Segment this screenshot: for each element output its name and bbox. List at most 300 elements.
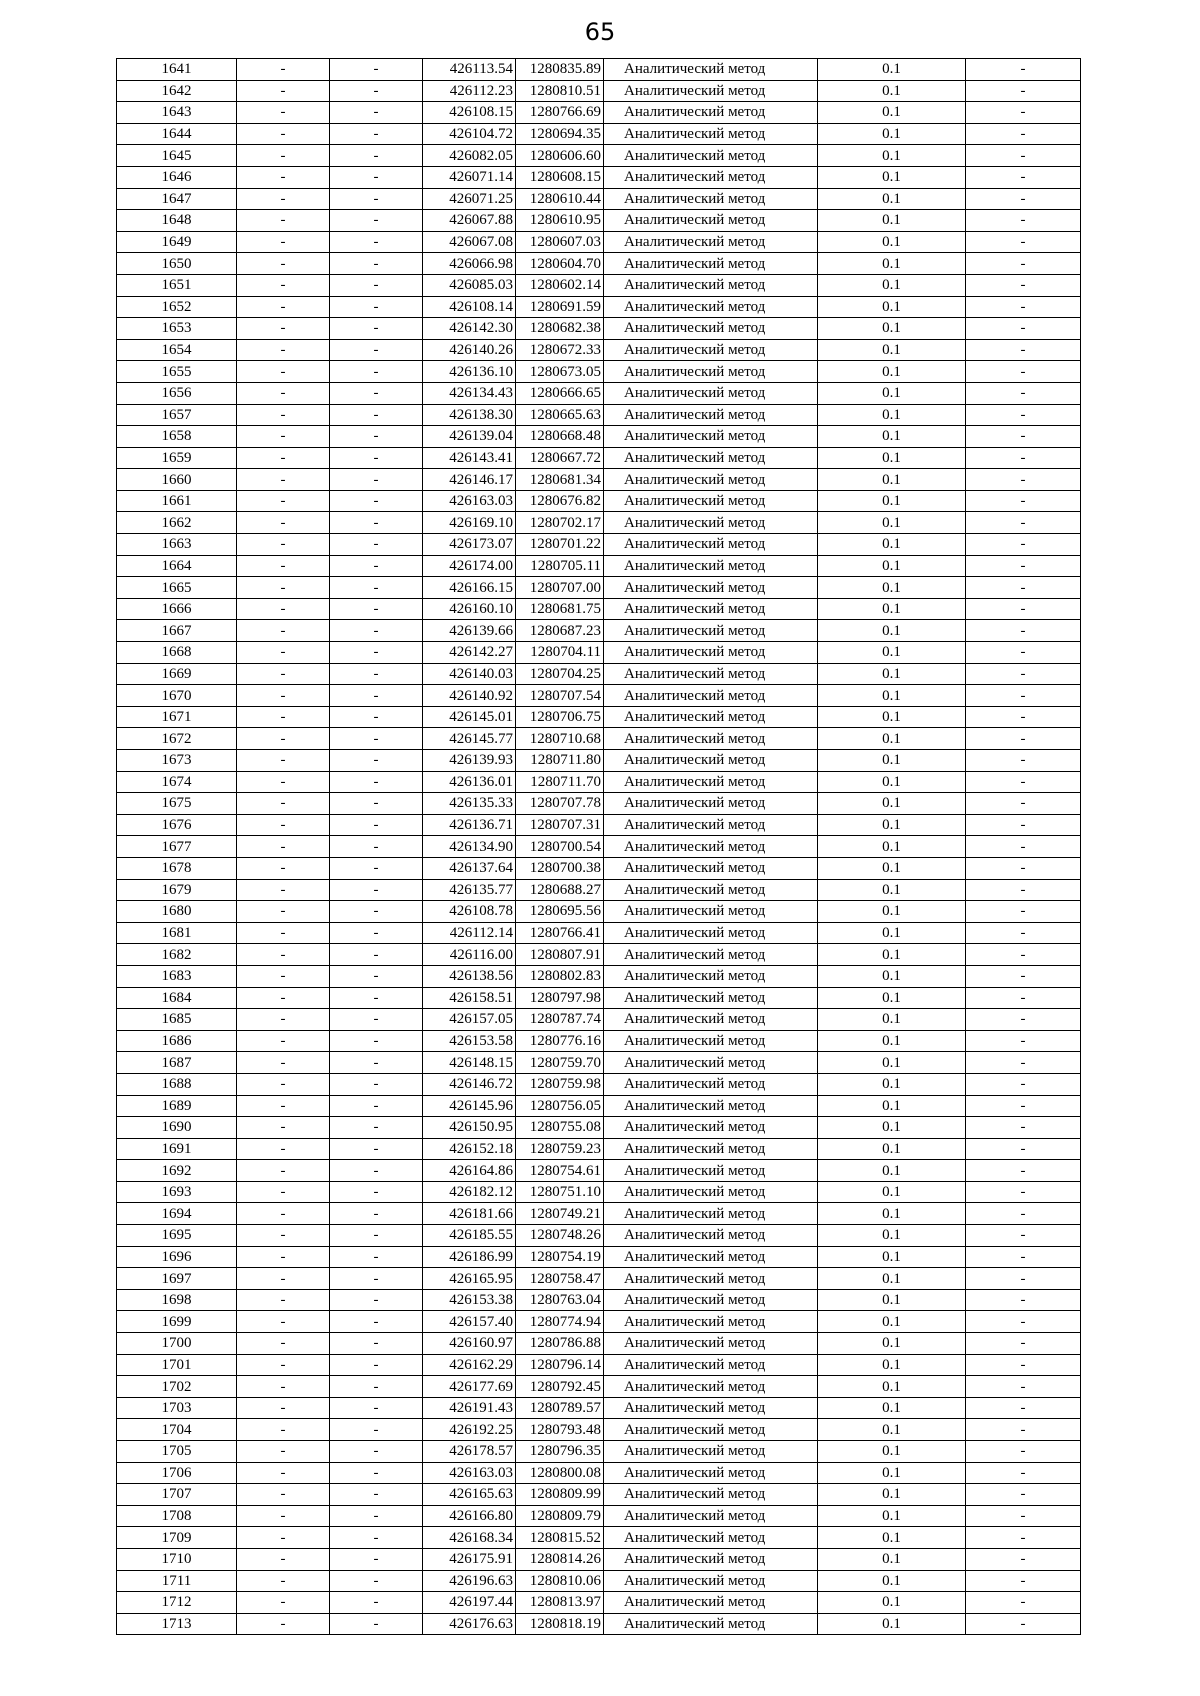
x-coordinate-cell: 426153.38 <box>423 1289 516 1311</box>
empty-y-cell: - <box>330 1548 423 1570</box>
method-cell: Аналитический метод <box>604 1138 818 1160</box>
y-coordinate-cell: 1280667.72 <box>516 447 604 469</box>
method-cell: Аналитический метод <box>604 166 818 188</box>
x-coordinate-cell: 426163.03 <box>423 490 516 512</box>
note-cell: - <box>966 1160 1081 1182</box>
accuracy-cell: 0.1 <box>818 1484 966 1506</box>
table-row <box>117 965 1081 987</box>
note-cell: - <box>966 750 1081 772</box>
empty-x-cell: - <box>237 210 330 232</box>
empty-y-cell: - <box>330 188 423 210</box>
method-cell: Аналитический метод <box>604 188 818 210</box>
empty-x-cell: - <box>237 1181 330 1203</box>
note-cell: - <box>966 836 1081 858</box>
note-cell: - <box>966 1052 1081 1074</box>
accuracy-cell: 0.1 <box>818 166 966 188</box>
point-number-cell: 1671 <box>117 706 237 728</box>
point-number-cell: 1680 <box>117 901 237 923</box>
empty-x-cell: - <box>237 685 330 707</box>
method-cell: Аналитический метод <box>604 1181 818 1203</box>
accuracy-cell: 0.1 <box>818 577 966 599</box>
y-coordinate-cell: 1280789.57 <box>516 1397 604 1419</box>
note-cell: - <box>966 447 1081 469</box>
method-cell: Аналитический метод <box>604 1570 818 1592</box>
empty-x-cell: - <box>237 1052 330 1074</box>
y-coordinate-cell: 1280809.79 <box>516 1505 604 1527</box>
y-coordinate-cell: 1280802.83 <box>516 965 604 987</box>
x-coordinate-cell: 426142.30 <box>423 318 516 340</box>
table-row <box>117 1613 1081 1635</box>
accuracy-cell: 0.1 <box>818 490 966 512</box>
method-cell: Аналитический метод <box>604 1462 818 1484</box>
y-coordinate-cell: 1280793.48 <box>516 1419 604 1441</box>
accuracy-cell: 0.1 <box>818 1311 966 1333</box>
point-number-cell: 1669 <box>117 663 237 685</box>
table-row <box>117 685 1081 707</box>
empty-y-cell: - <box>330 1289 423 1311</box>
table-row <box>117 102 1081 124</box>
point-number-cell: 1711 <box>117 1570 237 1592</box>
y-coordinate-cell: 1280700.54 <box>516 836 604 858</box>
note-cell: - <box>966 879 1081 901</box>
accuracy-cell: 0.1 <box>818 210 966 232</box>
y-coordinate-cell: 1280681.34 <box>516 469 604 491</box>
accuracy-cell: 0.1 <box>818 1548 966 1570</box>
empty-y-cell: - <box>330 706 423 728</box>
y-coordinate-cell: 1280666.65 <box>516 382 604 404</box>
method-cell: Аналитический метод <box>604 642 818 664</box>
table-row <box>117 1225 1081 1247</box>
empty-x-cell: - <box>237 1225 330 1247</box>
empty-y-cell: - <box>330 814 423 836</box>
empty-x-cell: - <box>237 857 330 879</box>
accuracy-cell: 0.1 <box>818 555 966 577</box>
empty-x-cell: - <box>237 944 330 966</box>
point-number-cell: 1687 <box>117 1052 237 1074</box>
method-cell: Аналитический метод <box>604 1376 818 1398</box>
empty-y-cell: - <box>330 598 423 620</box>
y-coordinate-cell: 1280682.38 <box>516 318 604 340</box>
y-coordinate-cell: 1280707.54 <box>516 685 604 707</box>
method-cell: Аналитический метод <box>604 123 818 145</box>
empty-y-cell: - <box>330 1397 423 1419</box>
y-coordinate-cell: 1280710.68 <box>516 728 604 750</box>
note-cell: - <box>966 1613 1081 1635</box>
table-body <box>117 59 1081 1635</box>
table-row <box>117 1527 1081 1549</box>
x-coordinate-cell: 426153.58 <box>423 1030 516 1052</box>
empty-x-cell: - <box>237 490 330 512</box>
accuracy-cell: 0.1 <box>818 145 966 167</box>
y-coordinate-cell: 1280763.04 <box>516 1289 604 1311</box>
method-cell: Аналитический метод <box>604 1548 818 1570</box>
point-number-cell: 1674 <box>117 771 237 793</box>
note-cell: - <box>966 1376 1081 1398</box>
x-coordinate-cell: 426166.15 <box>423 577 516 599</box>
note-cell: - <box>966 1311 1081 1333</box>
note-cell: - <box>966 1419 1081 1441</box>
note-cell: - <box>966 1289 1081 1311</box>
point-number-cell: 1684 <box>117 987 237 1009</box>
table-row <box>117 1160 1081 1182</box>
note-cell: - <box>966 1441 1081 1463</box>
accuracy-cell: 0.1 <box>818 1289 966 1311</box>
empty-x-cell: - <box>237 1527 330 1549</box>
accuracy-cell: 0.1 <box>818 922 966 944</box>
table-row <box>117 1073 1081 1095</box>
point-number-cell: 1696 <box>117 1246 237 1268</box>
empty-x-cell: - <box>237 1117 330 1139</box>
x-coordinate-cell: 426177.69 <box>423 1376 516 1398</box>
accuracy-cell: 0.1 <box>818 706 966 728</box>
table-row <box>117 663 1081 685</box>
note-cell: - <box>966 296 1081 318</box>
empty-y-cell: - <box>330 879 423 901</box>
empty-x-cell: - <box>237 339 330 361</box>
method-cell: Аналитический метод <box>604 1311 818 1333</box>
note-cell: - <box>966 1181 1081 1203</box>
method-cell: Аналитический метод <box>604 965 818 987</box>
x-coordinate-cell: 426186.99 <box>423 1246 516 1268</box>
point-number-cell: 1679 <box>117 879 237 901</box>
method-cell: Аналитический метод <box>604 836 818 858</box>
x-coordinate-cell: 426175.91 <box>423 1548 516 1570</box>
empty-x-cell: - <box>237 793 330 815</box>
point-number-cell: 1667 <box>117 620 237 642</box>
note-cell: - <box>966 274 1081 296</box>
accuracy-cell: 0.1 <box>818 1376 966 1398</box>
accuracy-cell: 0.1 <box>818 1333 966 1355</box>
note-cell: - <box>966 771 1081 793</box>
y-coordinate-cell: 1280691.59 <box>516 296 604 318</box>
empty-y-cell: - <box>330 1138 423 1160</box>
point-number-cell: 1712 <box>117 1592 237 1614</box>
note-cell: - <box>966 598 1081 620</box>
note-cell: - <box>966 1117 1081 1139</box>
table-row <box>117 188 1081 210</box>
method-cell: Аналитический метод <box>604 253 818 275</box>
y-coordinate-cell: 1280787.74 <box>516 1009 604 1031</box>
accuracy-cell: 0.1 <box>818 642 966 664</box>
x-coordinate-cell: 426113.54 <box>423 59 516 81</box>
y-coordinate-cell: 1280608.15 <box>516 166 604 188</box>
x-coordinate-cell: 426164.86 <box>423 1160 516 1182</box>
method-cell: Аналитический метод <box>604 1117 818 1139</box>
empty-x-cell: - <box>237 814 330 836</box>
method-cell: Аналитический метод <box>604 318 818 340</box>
note-cell: - <box>966 1592 1081 1614</box>
empty-y-cell: - <box>330 1484 423 1506</box>
x-coordinate-cell: 426136.10 <box>423 361 516 383</box>
accuracy-cell: 0.1 <box>818 987 966 1009</box>
y-coordinate-cell: 1280818.19 <box>516 1613 604 1635</box>
method-cell: Аналитический метод <box>604 534 818 556</box>
note-cell: - <box>966 793 1081 815</box>
note-cell: - <box>966 642 1081 664</box>
note-cell: - <box>966 987 1081 1009</box>
note-cell: - <box>966 490 1081 512</box>
accuracy-cell: 0.1 <box>818 447 966 469</box>
accuracy-cell: 0.1 <box>818 253 966 275</box>
empty-x-cell: - <box>237 901 330 923</box>
method-cell: Аналитический метод <box>604 426 818 448</box>
x-coordinate-cell: 426157.05 <box>423 1009 516 1031</box>
point-number-cell: 1677 <box>117 836 237 858</box>
method-cell: Аналитический метод <box>604 793 818 815</box>
empty-x-cell: - <box>237 1030 330 1052</box>
empty-x-cell: - <box>237 382 330 404</box>
accuracy-cell: 0.1 <box>818 274 966 296</box>
method-cell: Аналитический метод <box>604 1592 818 1614</box>
x-coordinate-cell: 426160.97 <box>423 1333 516 1355</box>
table-row <box>117 361 1081 383</box>
point-number-cell: 1672 <box>117 728 237 750</box>
empty-x-cell: - <box>237 512 330 534</box>
x-coordinate-cell: 426162.29 <box>423 1354 516 1376</box>
x-coordinate-cell: 426197.44 <box>423 1592 516 1614</box>
empty-y-cell: - <box>330 1354 423 1376</box>
accuracy-cell: 0.1 <box>818 1052 966 1074</box>
point-number-cell: 1692 <box>117 1160 237 1182</box>
note-cell: - <box>966 318 1081 340</box>
method-cell: Аналитический метод <box>604 102 818 124</box>
table-row <box>117 944 1081 966</box>
accuracy-cell: 0.1 <box>818 663 966 685</box>
table-row <box>117 879 1081 901</box>
empty-x-cell: - <box>237 1009 330 1031</box>
method-cell: Аналитический метод <box>604 577 818 599</box>
y-coordinate-cell: 1280687.23 <box>516 620 604 642</box>
note-cell: - <box>966 1138 1081 1160</box>
empty-x-cell: - <box>237 1592 330 1614</box>
table-row <box>117 1052 1081 1074</box>
method-cell: Аналитический метод <box>604 469 818 491</box>
coordinates-table <box>116 58 1081 1635</box>
point-number-cell: 1648 <box>117 210 237 232</box>
table-row <box>117 771 1081 793</box>
y-coordinate-cell: 1280754.61 <box>516 1160 604 1182</box>
point-number-cell: 1659 <box>117 447 237 469</box>
empty-y-cell: - <box>330 577 423 599</box>
table-row <box>117 512 1081 534</box>
note-cell: - <box>966 814 1081 836</box>
accuracy-cell: 0.1 <box>818 1613 966 1635</box>
x-coordinate-cell: 426138.56 <box>423 965 516 987</box>
table-row <box>117 490 1081 512</box>
x-coordinate-cell: 426181.66 <box>423 1203 516 1225</box>
x-coordinate-cell: 426165.95 <box>423 1268 516 1290</box>
note-cell: - <box>966 145 1081 167</box>
empty-x-cell: - <box>237 879 330 901</box>
empty-y-cell: - <box>330 922 423 944</box>
table-row <box>117 901 1081 923</box>
accuracy-cell: 0.1 <box>818 879 966 901</box>
method-cell: Аналитический метод <box>604 922 818 944</box>
table-row <box>117 80 1081 102</box>
empty-x-cell: - <box>237 231 330 253</box>
x-coordinate-cell: 426192.25 <box>423 1419 516 1441</box>
empty-y-cell: - <box>330 750 423 772</box>
empty-y-cell: - <box>330 901 423 923</box>
empty-y-cell: - <box>330 274 423 296</box>
empty-x-cell: - <box>237 1354 330 1376</box>
point-number-cell: 1698 <box>117 1289 237 1311</box>
empty-y-cell: - <box>330 1570 423 1592</box>
method-cell: Аналитический метод <box>604 1354 818 1376</box>
note-cell: - <box>966 1548 1081 1570</box>
method-cell: Аналитический метод <box>604 901 818 923</box>
table-row <box>117 404 1081 426</box>
accuracy-cell: 0.1 <box>818 965 966 987</box>
empty-y-cell: - <box>330 210 423 232</box>
y-coordinate-cell: 1280602.14 <box>516 274 604 296</box>
table-row <box>117 145 1081 167</box>
point-number-cell: 1651 <box>117 274 237 296</box>
empty-y-cell: - <box>330 80 423 102</box>
note-cell: - <box>966 123 1081 145</box>
empty-x-cell: - <box>237 1203 330 1225</box>
point-number-cell: 1670 <box>117 685 237 707</box>
y-coordinate-cell: 1280748.26 <box>516 1225 604 1247</box>
accuracy-cell: 0.1 <box>818 728 966 750</box>
empty-x-cell: - <box>237 642 330 664</box>
x-coordinate-cell: 426145.77 <box>423 728 516 750</box>
y-coordinate-cell: 1280766.41 <box>516 922 604 944</box>
note-cell: - <box>966 1505 1081 1527</box>
accuracy-cell: 0.1 <box>818 1246 966 1268</box>
accuracy-cell: 0.1 <box>818 1570 966 1592</box>
table-row <box>117 1117 1081 1139</box>
x-coordinate-cell: 426066.98 <box>423 253 516 275</box>
point-number-cell: 1699 <box>117 1311 237 1333</box>
table-row <box>117 836 1081 858</box>
accuracy-cell: 0.1 <box>818 80 966 102</box>
point-number-cell: 1695 <box>117 1225 237 1247</box>
method-cell: Аналитический метод <box>604 728 818 750</box>
method-cell: Аналитический метод <box>604 1397 818 1419</box>
empty-x-cell: - <box>237 1419 330 1441</box>
empty-y-cell: - <box>330 1613 423 1635</box>
table-row <box>117 534 1081 556</box>
method-cell: Аналитический метод <box>604 620 818 642</box>
note-cell: - <box>966 577 1081 599</box>
empty-y-cell: - <box>330 59 423 81</box>
table-row <box>117 1268 1081 1290</box>
method-cell: Аналитический метод <box>604 1225 818 1247</box>
accuracy-cell: 0.1 <box>818 598 966 620</box>
x-coordinate-cell: 426146.72 <box>423 1073 516 1095</box>
empty-x-cell: - <box>237 1484 330 1506</box>
accuracy-cell: 0.1 <box>818 793 966 815</box>
y-coordinate-cell: 1280807.91 <box>516 944 604 966</box>
empty-x-cell: - <box>237 1311 330 1333</box>
note-cell: - <box>966 663 1081 685</box>
point-number-cell: 1682 <box>117 944 237 966</box>
empty-x-cell: - <box>237 663 330 685</box>
accuracy-cell: 0.1 <box>818 944 966 966</box>
empty-x-cell: - <box>237 534 330 556</box>
y-coordinate-cell: 1280755.08 <box>516 1117 604 1139</box>
table-row <box>117 274 1081 296</box>
table-row <box>117 469 1081 491</box>
accuracy-cell: 0.1 <box>818 59 966 81</box>
accuracy-cell: 0.1 <box>818 1138 966 1160</box>
x-coordinate-cell: 426136.71 <box>423 814 516 836</box>
empty-y-cell: - <box>330 1505 423 1527</box>
y-coordinate-cell: 1280759.23 <box>516 1138 604 1160</box>
empty-y-cell: - <box>330 1203 423 1225</box>
note-cell: - <box>966 1570 1081 1592</box>
table-row <box>117 577 1081 599</box>
y-coordinate-cell: 1280711.70 <box>516 771 604 793</box>
point-number-cell: 1662 <box>117 512 237 534</box>
table-row <box>117 1592 1081 1614</box>
table-row <box>117 1376 1081 1398</box>
x-coordinate-cell: 426108.14 <box>423 296 516 318</box>
point-number-cell: 1643 <box>117 102 237 124</box>
method-cell: Аналитический метод <box>604 598 818 620</box>
empty-x-cell: - <box>237 771 330 793</box>
y-coordinate-cell: 1280606.60 <box>516 145 604 167</box>
empty-y-cell: - <box>330 166 423 188</box>
empty-x-cell: - <box>237 80 330 102</box>
empty-y-cell: - <box>330 382 423 404</box>
y-coordinate-cell: 1280786.88 <box>516 1333 604 1355</box>
method-cell: Аналитический метод <box>604 1030 818 1052</box>
x-coordinate-cell: 426139.04 <box>423 426 516 448</box>
table-row <box>117 59 1081 81</box>
empty-y-cell: - <box>330 857 423 879</box>
empty-y-cell: - <box>330 555 423 577</box>
x-coordinate-cell: 426112.23 <box>423 80 516 102</box>
method-cell: Аналитический метод <box>604 361 818 383</box>
table-row <box>117 793 1081 815</box>
point-number-cell: 1650 <box>117 253 237 275</box>
point-number-cell: 1706 <box>117 1462 237 1484</box>
method-cell: Аналитический метод <box>604 706 818 728</box>
empty-x-cell: - <box>237 447 330 469</box>
method-cell: Аналитический метод <box>604 1419 818 1441</box>
point-number-cell: 1658 <box>117 426 237 448</box>
y-coordinate-cell: 1280610.95 <box>516 210 604 232</box>
accuracy-cell: 0.1 <box>818 382 966 404</box>
method-cell: Аналитический метод <box>604 296 818 318</box>
empty-x-cell: - <box>237 1289 330 1311</box>
table-row <box>117 706 1081 728</box>
x-coordinate-cell: 426142.27 <box>423 642 516 664</box>
point-number-cell: 1665 <box>117 577 237 599</box>
y-coordinate-cell: 1280796.14 <box>516 1354 604 1376</box>
x-coordinate-cell: 426135.77 <box>423 879 516 901</box>
table-row <box>117 1311 1081 1333</box>
page-number: 65 <box>584 18 616 46</box>
y-coordinate-cell: 1280759.98 <box>516 1073 604 1095</box>
x-coordinate-cell: 426067.08 <box>423 231 516 253</box>
y-coordinate-cell: 1280702.17 <box>516 512 604 534</box>
y-coordinate-cell: 1280688.27 <box>516 879 604 901</box>
empty-y-cell: - <box>330 944 423 966</box>
note-cell: - <box>966 1527 1081 1549</box>
x-coordinate-cell: 426071.14 <box>423 166 516 188</box>
empty-x-cell: - <box>237 404 330 426</box>
x-coordinate-cell: 426143.41 <box>423 447 516 469</box>
empty-x-cell: - <box>237 836 330 858</box>
empty-y-cell: - <box>330 965 423 987</box>
empty-x-cell: - <box>237 1462 330 1484</box>
method-cell: Аналитический метод <box>604 404 818 426</box>
x-coordinate-cell: 426104.72 <box>423 123 516 145</box>
table-row <box>117 296 1081 318</box>
